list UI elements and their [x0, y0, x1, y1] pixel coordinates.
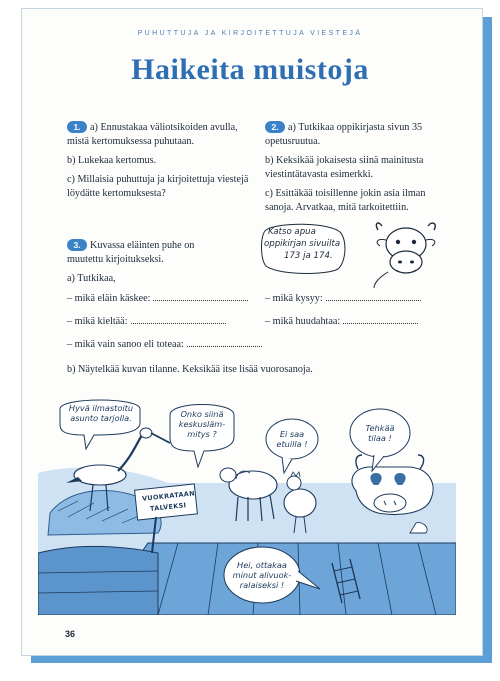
hint-note-line-3: 173 ja 174. [284, 251, 333, 261]
answer-exclaims-line[interactable] [343, 315, 418, 324]
task-2-b: b) Keksikää jokaisesta siinä mainitusta viestintätavasta esimerkki. [265, 155, 424, 180]
task-1-a-text: a) Ennustakaa väliotsikoiden avulla, mistä kertomuksessa puhutaan. [67, 122, 238, 147]
question-exclaims [265, 315, 418, 329]
sheep-speech-line-1: Onko siinä [180, 409, 224, 419]
mouse-speech-line-1: Hei, ottakaa [237, 560, 287, 570]
task-3-a-intro: a) Tutkikaa, [67, 273, 116, 284]
farm-illustration [38, 393, 456, 615]
question-forbids-label: – mikä kieltää: [67, 316, 128, 327]
task-3-b: b) Näytelkää kuvan tilanne. Keksikää itse lisää vuorosanoja. [67, 364, 313, 375]
question-forbids [67, 315, 226, 329]
stork-speech-bubble [65, 403, 137, 423]
question-states-label: – mikä vain sanoo eli toteaa: [67, 339, 184, 350]
task-2-c: c) Esittäkää toisillenne jokin asia ilman sanoja. Arvatkaa, mitä tarkoitettiin. [265, 188, 426, 213]
task-1-a [67, 121, 257, 149]
mouse-speech-line-2: minut alivuok- [232, 570, 292, 580]
stork-speech-line-1: Hyvä ilmastoitu [68, 403, 134, 413]
page-number: 36 [65, 629, 76, 639]
cow-speech-bubble [354, 423, 406, 443]
sheep-speech-bubble [172, 409, 232, 439]
hen-speech-line-2: etuilla ! [276, 439, 308, 449]
rental-sign-line-1: VUOKRATAAN [141, 489, 196, 503]
task-1-b: b) Lukekaa kertomus. [67, 155, 157, 166]
hen-speech-line-1: Ei saa [279, 429, 305, 439]
cow-speech-line-2: tilaa ! [368, 433, 392, 443]
question-exclaims-label: – mikä huudahtaa: [265, 316, 341, 327]
task-3-badge: 3. [67, 239, 87, 251]
task-3 [67, 239, 227, 286]
cow-speech-line-1: Tehkää [365, 423, 395, 433]
answer-forbids-line[interactable] [131, 315, 226, 324]
hint-note-line-2: oppikirjan sivuilta [264, 239, 341, 249]
task-2-badge: 2. [265, 121, 285, 133]
task-2-a [265, 121, 450, 149]
stork-speech-line-2: asunto tarjolla. [70, 413, 132, 423]
task-2-a-text: a) Tutkikaa oppikirjasta sivun 35 opetusruutua. [265, 122, 423, 147]
task-1-c: c) Millaisia puhuttuja ja kirjoitettuja viestejä löydätte kertomuksesta? [67, 174, 249, 199]
answer-asks-line[interactable] [326, 292, 421, 301]
task-1-badge: 1. [67, 121, 87, 133]
question-commands [67, 292, 248, 306]
hint-note-line-1: Katso apua [268, 227, 316, 237]
cow-head-drawing [368, 218, 446, 288]
answer-commands-line[interactable] [153, 292, 248, 301]
running-head: PUHUTTUJA JA KIRJOITETTUJA VIESTEJÄ [137, 30, 363, 37]
question-asks [265, 292, 421, 306]
question-asks-label: – mikä kysyy: [265, 293, 323, 304]
question-states [67, 338, 262, 352]
task-1 [67, 121, 257, 206]
mouse-speech-bubble [226, 560, 298, 590]
task-3-intro [67, 239, 227, 267]
task-3-intro-text: Kuvassa eläinten puhe on muutettu kirjoitukseksi. [67, 240, 195, 265]
task-2 [265, 121, 450, 220]
sheep-speech-line-2: keskusläm- [178, 419, 226, 429]
hint-note [258, 220, 348, 278]
rental-sign-line-2: TALVEKSI [149, 501, 187, 513]
hen-speech-bubble [270, 429, 314, 449]
page-title: Haikeita muistoja [131, 53, 369, 86]
answer-states-line[interactable] [187, 338, 262, 347]
sheep-speech-line-3: mitys ? [187, 429, 217, 439]
mouse-speech-line-3: ralaiseksi ! [239, 580, 285, 590]
question-commands-label: – mikä eläin käskee: [67, 293, 151, 304]
